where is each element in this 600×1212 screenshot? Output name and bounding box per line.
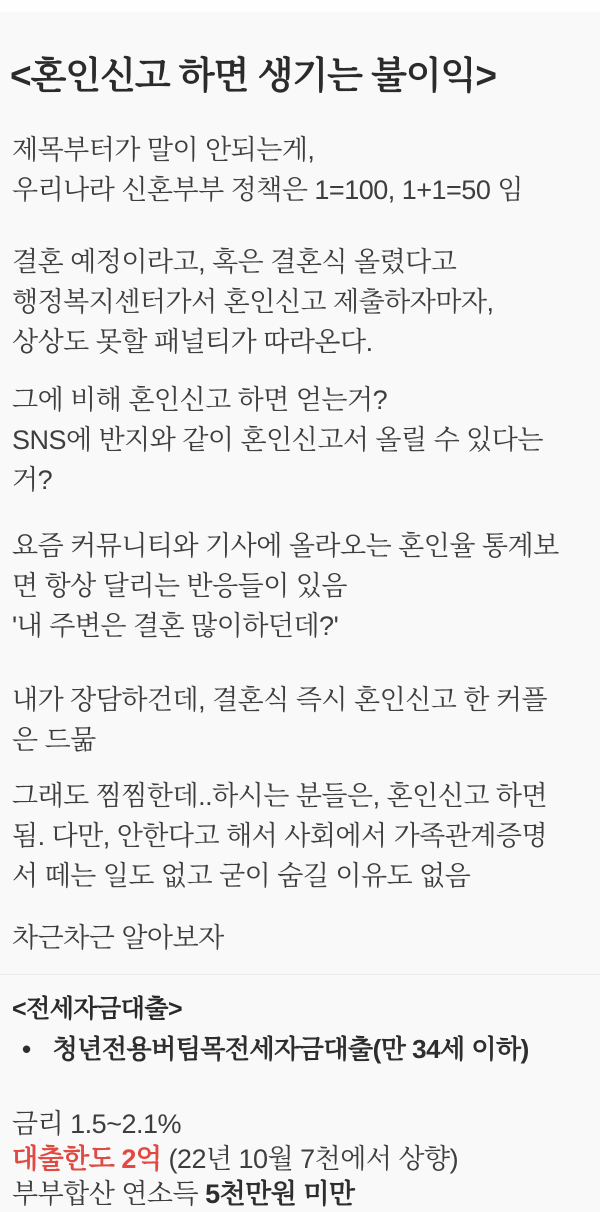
paragraph-community bbox=[12, 526, 559, 646]
loan-details bbox=[12, 1107, 458, 1212]
paragraph-line: 내가 장담하건데, 결혼식 즉시 혼인신고 한 커플 bbox=[12, 685, 548, 715]
paragraph-line: 그에 비해 혼인신고 하면 얻는거? bbox=[12, 385, 388, 415]
paragraph-rare-couple bbox=[12, 680, 547, 760]
loan-limit-line bbox=[12, 1142, 458, 1177]
paragraph-line: 우리나라 신혼부부 정책은 1=100, 1+1=50 임 bbox=[12, 175, 523, 205]
section-heading-jeonse-loan: <전세자금대출> bbox=[12, 994, 183, 1023]
screenshot-top-edge bbox=[0, 0, 600, 12]
loan-limit-note: (22년 10월 7천에서 상향) bbox=[161, 1144, 459, 1174]
bullet-item-youth-loan bbox=[22, 1032, 529, 1066]
bullet-icon: • bbox=[22, 1034, 31, 1064]
income-condition-prefix: 부부합산 연소득 bbox=[12, 1179, 206, 1209]
section-divider bbox=[0, 974, 600, 975]
paragraph-line: 행정복지센터가서 혼인신고 제출하자마자, bbox=[12, 287, 494, 317]
paragraph-line: 면 항상 달리는 반응들이 있음 bbox=[12, 571, 347, 601]
paragraph-line: 됨. 다만, 안한다고 해서 사회에서 가족관계증명 bbox=[12, 821, 548, 851]
paragraph-line: SNS에 반지와 같이 혼인신고서 올릴 수 있다는 bbox=[12, 425, 543, 455]
paragraph-line: 제목부터가 말이 안되는게, bbox=[12, 135, 315, 165]
bullet-item-label: 청년전용버팀목전세자금대출(만 34세 이하) bbox=[52, 1034, 529, 1064]
paragraph-line: 요즘 커뮤니티와 기사에 올라오는 혼인율 통계보 bbox=[12, 531, 559, 561]
loan-limit-highlight: 대출한도 2억 bbox=[12, 1144, 162, 1174]
paragraph-penalty bbox=[12, 242, 493, 362]
paragraph-line: 서 떼는 일도 없고 굳이 숨길 이유도 없음 bbox=[12, 861, 471, 891]
paragraph-line: 은 드묾 bbox=[12, 725, 96, 755]
paragraph-line: 결혼 예정이라고, 혹은 결혼식 올렸다고 bbox=[12, 247, 457, 277]
income-condition-amount: 5천만원 미만 bbox=[205, 1179, 355, 1209]
page-title: <혼인신고 하면 생기는 불이익> bbox=[10, 54, 496, 96]
paragraph-line: 차근차근 알아보자 bbox=[12, 923, 224, 953]
interest-rate-line: 금리 1.5~2.1% bbox=[12, 1109, 182, 1139]
paragraph-intro bbox=[12, 130, 523, 210]
paragraph-line: 그래도 찜찜한데..하시는 분들은, 혼인신고 하면 bbox=[12, 781, 548, 811]
income-condition-line bbox=[12, 1177, 458, 1212]
paragraph-line: 상상도 못할 패널티가 따라온다. bbox=[12, 327, 373, 357]
paragraph-line: '내 주변은 결혼 많이하던데?' bbox=[12, 611, 339, 641]
paragraph-line: 거? bbox=[12, 465, 53, 495]
paragraph-benefit bbox=[12, 380, 543, 500]
paragraph-reassure bbox=[12, 776, 547, 896]
paragraph-lets-find-out bbox=[12, 918, 224, 958]
